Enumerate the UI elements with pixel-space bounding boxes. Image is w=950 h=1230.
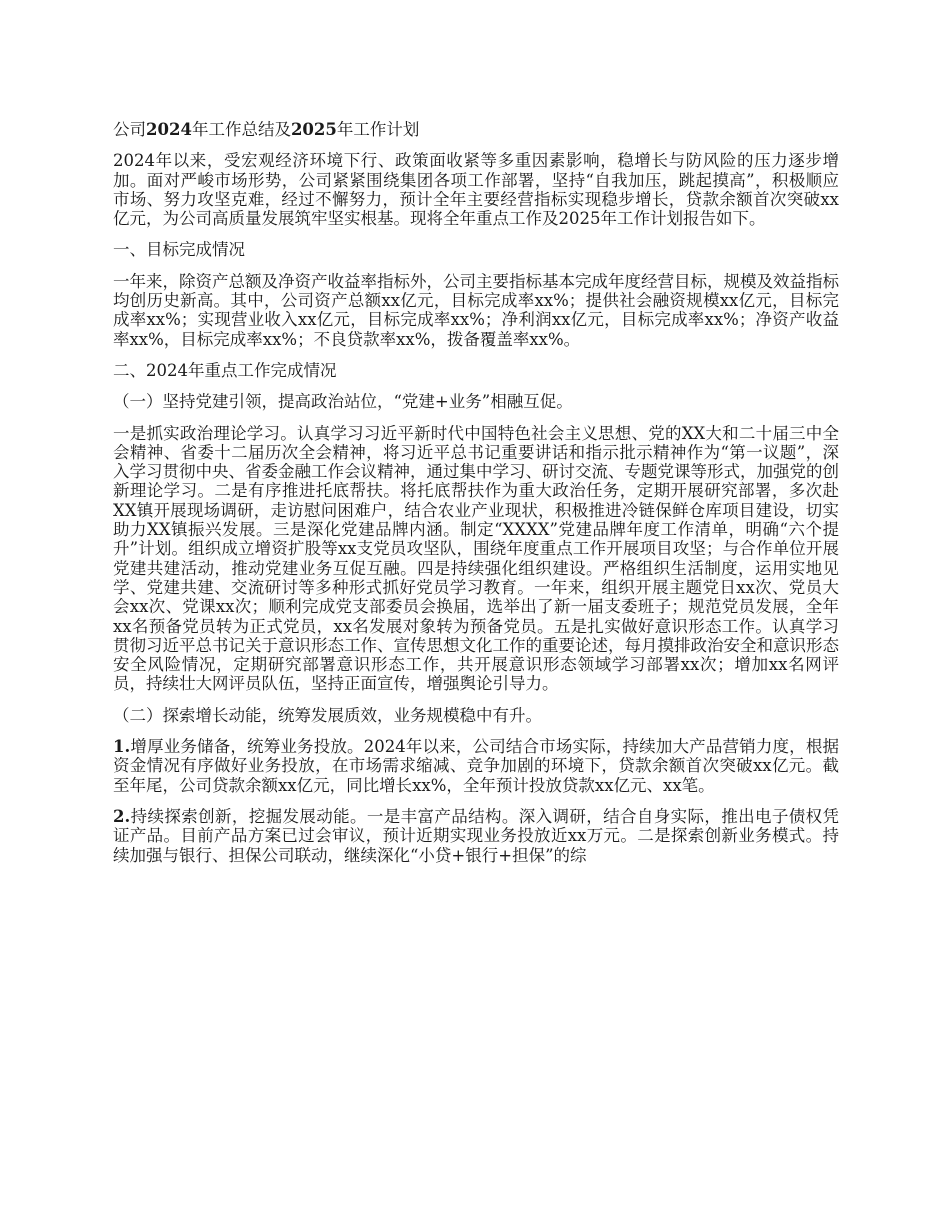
subsection-1-body: 一是抓实政治理论学习。认真学习习近平新时代中国特色社会主义思想、党的XX大和二十届三中全会精神、省委十二届历次全会精神，将习近平总书记重要讲话和指示批示精神作为“第一议题”，深入学习贯彻中央、省委金融工作会议精神，通过集中学习、研讨交流、专题党课等形式，加强党的创新理论学习。二是有序推进托底帮扶。将托底帮扶作为重大政治任务，定期开展研究部署，多次赴XX镇开展现场调研，走访慰问困难户，结合农业产业现状，积极推进冷链保鲜仓库项目建设，切实助力XX镇振兴发展。三是深化党建品牌内涵。制定“XXXX”党建品牌年度工作清单，明确“六个提升”计划。组织成立增资扩股等xx支党员攻坚队，围绕年度重点工作开展项目攻坚；与合作单位开展党建共建活动，推动党建业务互促互融。四是持续强化组织建设。严格组织生活制度，运用实地见学、党建共建、交流研讨等多种形式抓好党员学习教育。一年来，组织开展主题党日xx次、党员大会xx次、党课xx次；顺利完成党支部委员会换届，选举出了新一届支委班子；规范党员发展，全年xx名预备党员转为正式党员，xx名发展对象转为预备党员。五是扎实做好意识形态工作。认真学习贯彻习近平总书记关于意识形态工作、宣传思想文化工作的重要论述，每月摸排政治安全和意识形态安全风险情况，定期研究部署意识形态工作，共开展意识形态领域学习部署xx次；增加xx名网评员，持续壮大网评员队伍，坚持正面宣传，增强舆论引导力。 bbox=[113, 423, 839, 694]
section-1-body: 一年来，除资产总额及净资产收益率指标外，公司主要指标基本完成年度经营目标，规模及效益指标均创历史新高。其中，公司资产总额xx亿元，目标完成率xx%；提供社会融资规模xx亿元，目标完成率xx%；实现营业收入xx亿元，目标完成率xx%；净利润xx亿元，目标完成率xx%；净资产收益率xx%，目标完成率xx%；不良贷款率xx%，拨备覆盖率xx%。 bbox=[113, 271, 839, 349]
section-1-heading: 一、目标完成情况 bbox=[113, 240, 245, 260]
title-year-2025: 2025 bbox=[290, 120, 337, 139]
list-item-1 bbox=[113, 737, 839, 795]
title-part-3: 年工作计划 bbox=[336, 120, 420, 139]
document-title bbox=[113, 120, 839, 139]
title-part-2: 年工作总结及 bbox=[191, 120, 291, 139]
list-item-2 bbox=[113, 807, 839, 865]
list-item-1-number: 1. bbox=[113, 737, 131, 757]
title-part-1: 公司 bbox=[113, 120, 146, 139]
section-2-heading: 二、2024年重点工作完成情况 bbox=[113, 360, 337, 380]
list-item-2-number: 2. bbox=[113, 806, 131, 826]
subsection-2-heading: （二）探索增长动能，统筹发展质效，业务规模稳中有升。 bbox=[113, 705, 542, 725]
subsection-1-heading: （一）坚持党建引领，提高政治站位，“党建+业务”相融互促。 bbox=[113, 392, 573, 412]
document-page bbox=[113, 120, 839, 877]
intro-paragraph: 2024年以来，受宏观经济环境下行、政策面收紧等多重因素影响，稳增长与防风险的压力逐步增加。面对严峻市场形势，公司紧紧围绕集团各项工作部署，坚持“自我加压，跳起摸高”，积极顺应市场、努力攻坚克难，经过不懈努力，预计全年主要经营指标实现稳步增长，贷款余额首次突破xx亿元，为公司高质量发展筑牢坚实根基。现将全年重点工作及2025年工作计划报告如下。 bbox=[113, 151, 839, 229]
list-item-2-text: 持续探索创新，挖掘发展动能。一是丰富产品结构。深入调研，结合自身实际，推出电子债权凭证产品。目前产品方案已过会审议，预计近期实现业务投放近xx万元。二是探索创新业务模式。持续加强与银行、担保公司联动，继续深化“小贷+银行+担保”的综 bbox=[113, 806, 839, 865]
title-year-2024: 2024 bbox=[146, 120, 192, 139]
list-item-1-text: 增厚业务储备，统筹业务投放。2024年以来，公司结合市场实际，持续加大产品营销力度，根据资金情况有序做好业务投放，在市场需求缩减、竞争加剧的环境下，贷款余额首次突破xx亿元。截至年尾，公司贷款余额xx亿元，同比增长xx%，全年预计投放贷款xx亿元、xx笔。 bbox=[113, 737, 839, 795]
